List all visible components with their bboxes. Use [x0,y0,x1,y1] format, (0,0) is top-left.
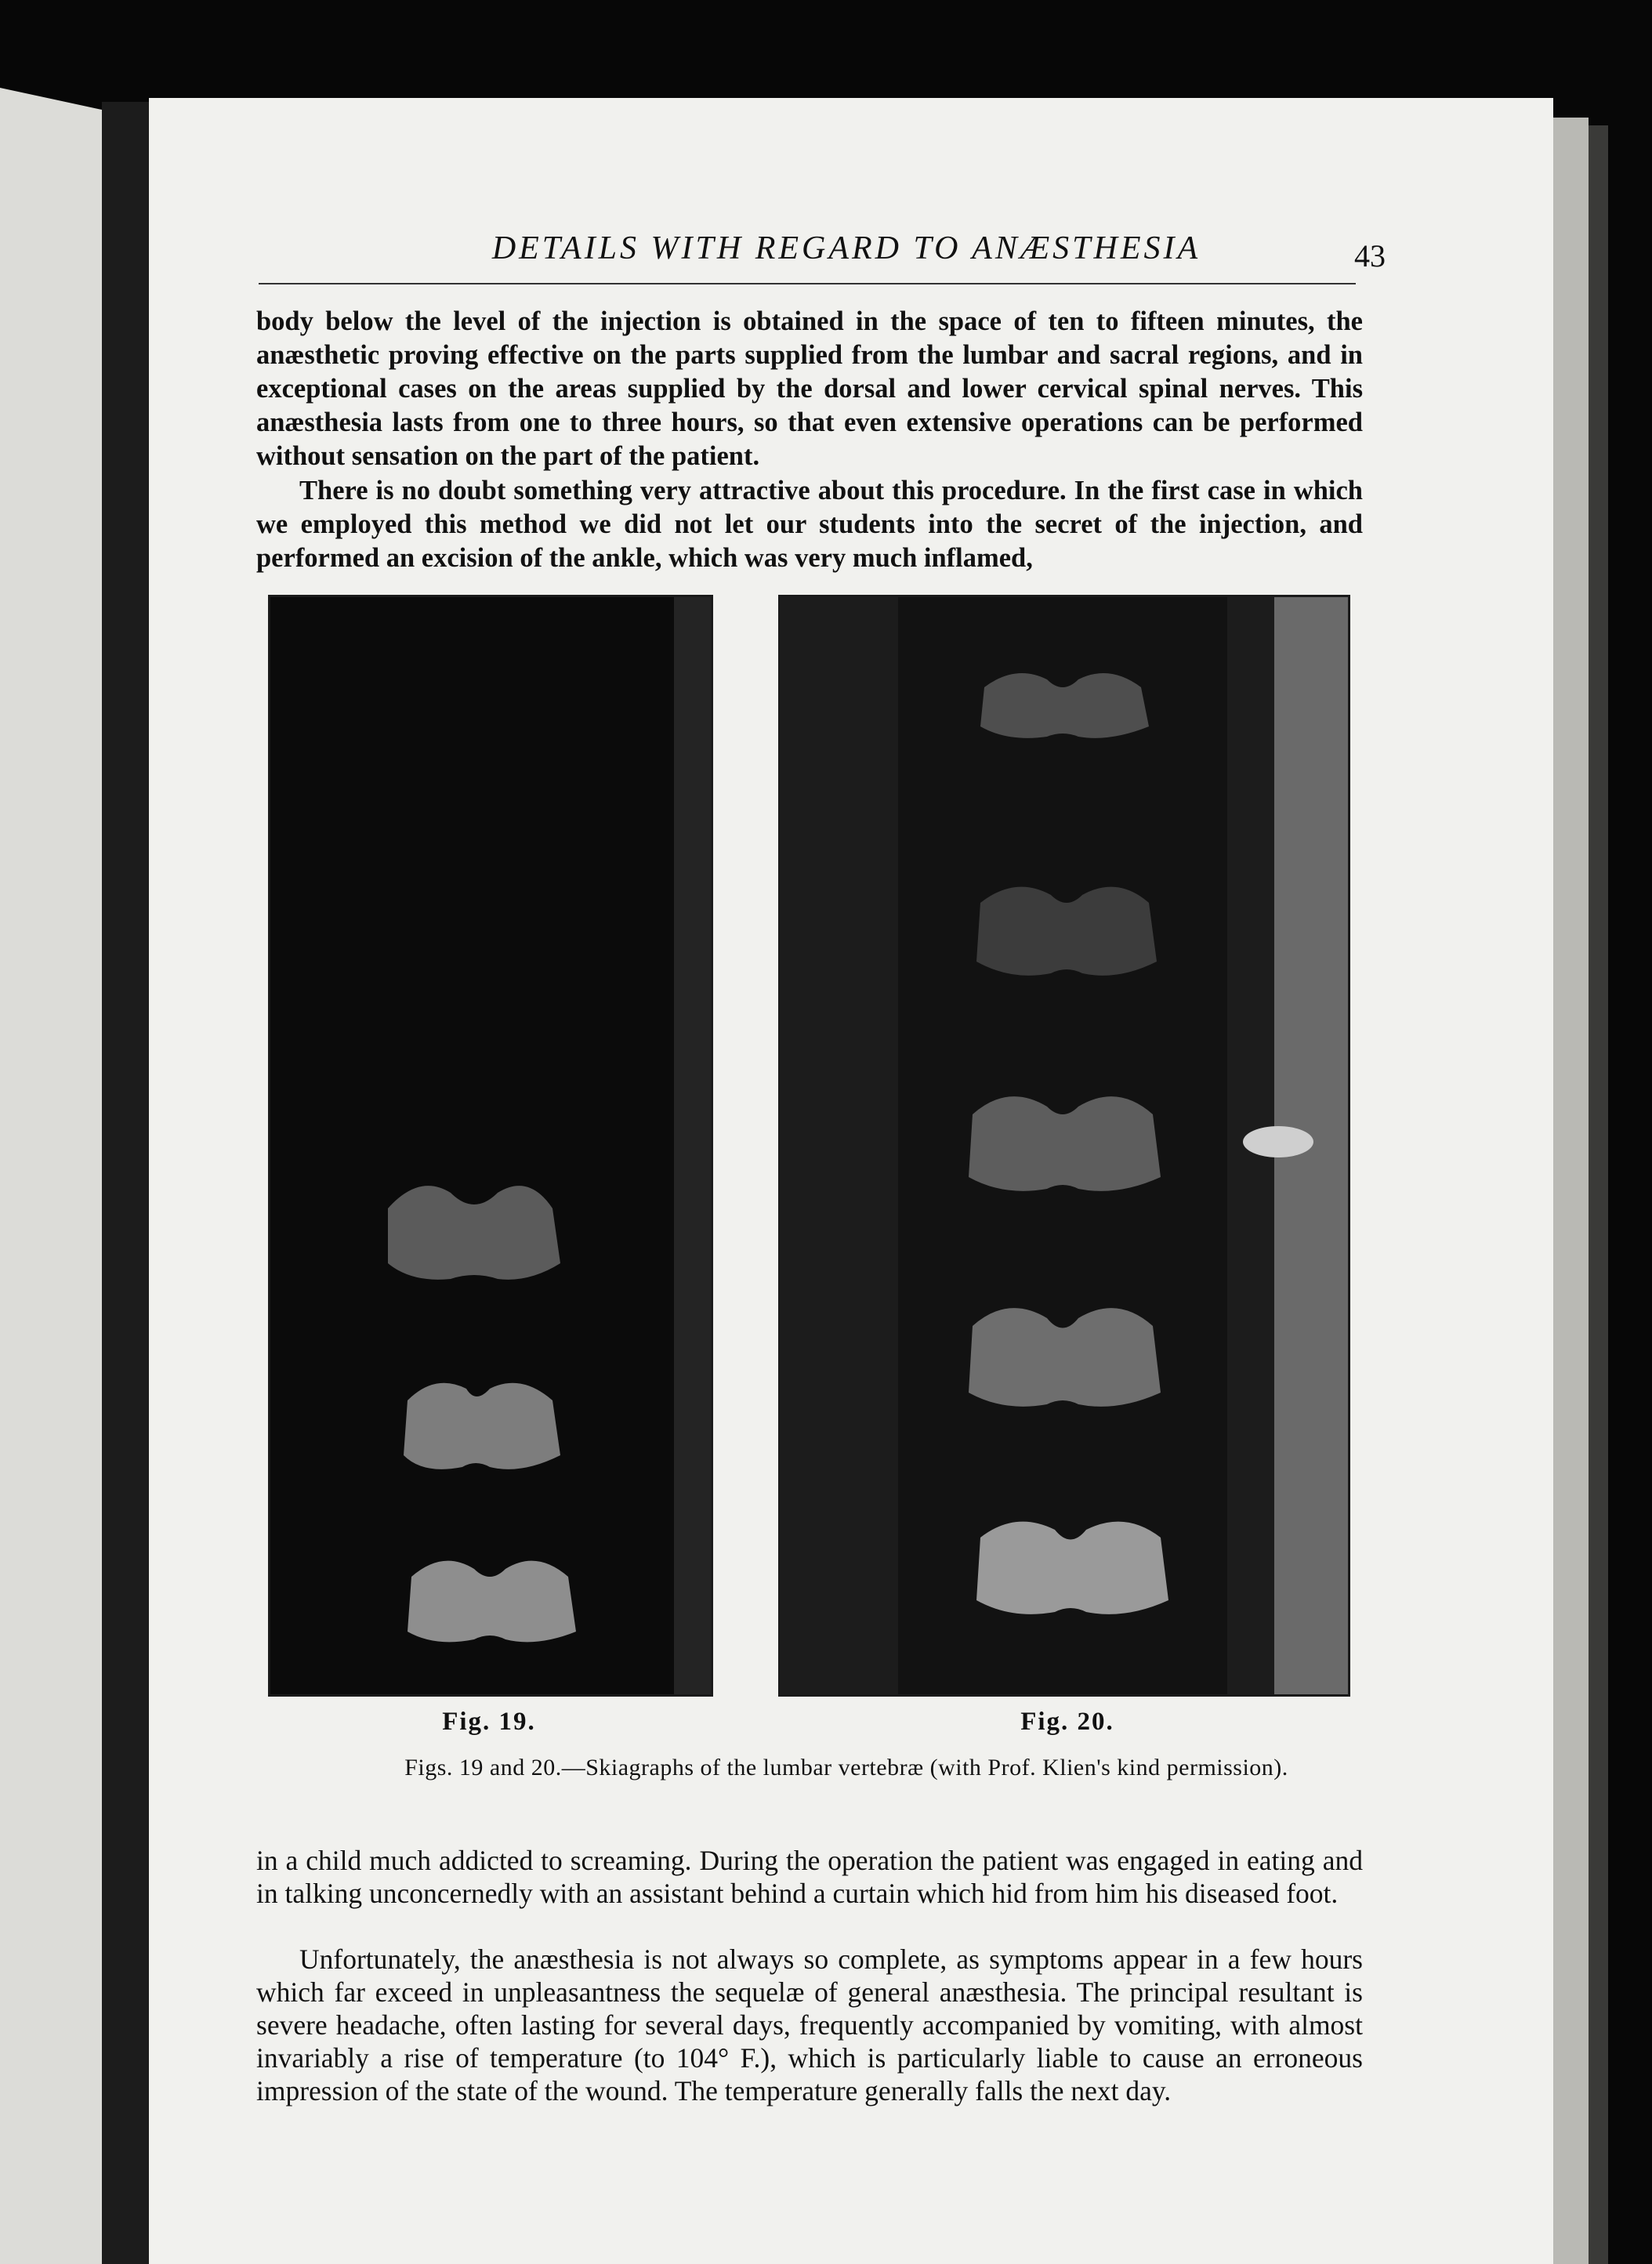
xray-19-right-edge [674,597,711,1694]
header-rule [259,283,1356,284]
paragraph-1: body below the level of the injection is obtained in the space of ten to fifteen minutes, the anæsthetic proving effective on the parts supplied from the lumbar and sacral regions, and in exceptional cases on the areas supplied by the dorsal and lower cervical spinal nerves. This anæsthesia lasts from one to three hours, so that even extensive operations can be performed without sensation on the part of the patient. [256,306,1363,471]
left-page-edge [0,88,110,2264]
gutter-shadow [102,102,150,2264]
xray-19-field [270,597,711,1694]
running-head: DETAILS WITH REGARD TO ANÆSTHESIA [491,230,1201,266]
right-page-stack-dark [1589,125,1608,2264]
figure-20-skiagraph [778,595,1350,1697]
figure-19-label: Fig. 19. [442,1708,536,1736]
paragraph-4: Unfortunately, the anæsthesia is not always so complete, as symptoms appear in a few hours which far exceed in unpleasantness the sequelæ of general anæsthesia. The principal resultant is severe headache, often lasting for several days, frequently accompanied by vomiting, with almost invariably a rise of temperature (to 104° F.), which is particularly liable to cause an erroneous impression of the state of the wound. The temperature generally falls the next day. [256,1943,1363,2106]
figure-caption: Figs. 19 and 20.—Skiagraphs of the lumbar vertebræ (with Prof. Klien's kind permission). [404,1755,1288,1780]
lumbar-xray-image-20 [781,597,1348,1694]
lumbar-xray-image-19 [270,597,711,1694]
figure-20-label: Fig. 20. [1020,1708,1114,1736]
page-number: 43 [1354,238,1386,273]
xray-20-bright-patch [1243,1126,1313,1157]
book-page [149,98,1553,2264]
figure-19-skiagraph [268,595,713,1697]
paragraph-2: There is no doubt something very attractive about this procedure. In the first case in which we employed this method we did not let our students into the secret of the injection, and performed an excision of the ankle, which was very much inflamed, [256,476,1363,573]
right-page-stack [1553,118,1589,2264]
vertebra-19-middle [404,1383,560,1469]
paragraph-3: in a child much addicted to screaming. During the operation the patient was engaged in eating and in talking unconcernedly with an assistant behind a curtain which hid from him his diseased foot. [256,1845,1363,1909]
